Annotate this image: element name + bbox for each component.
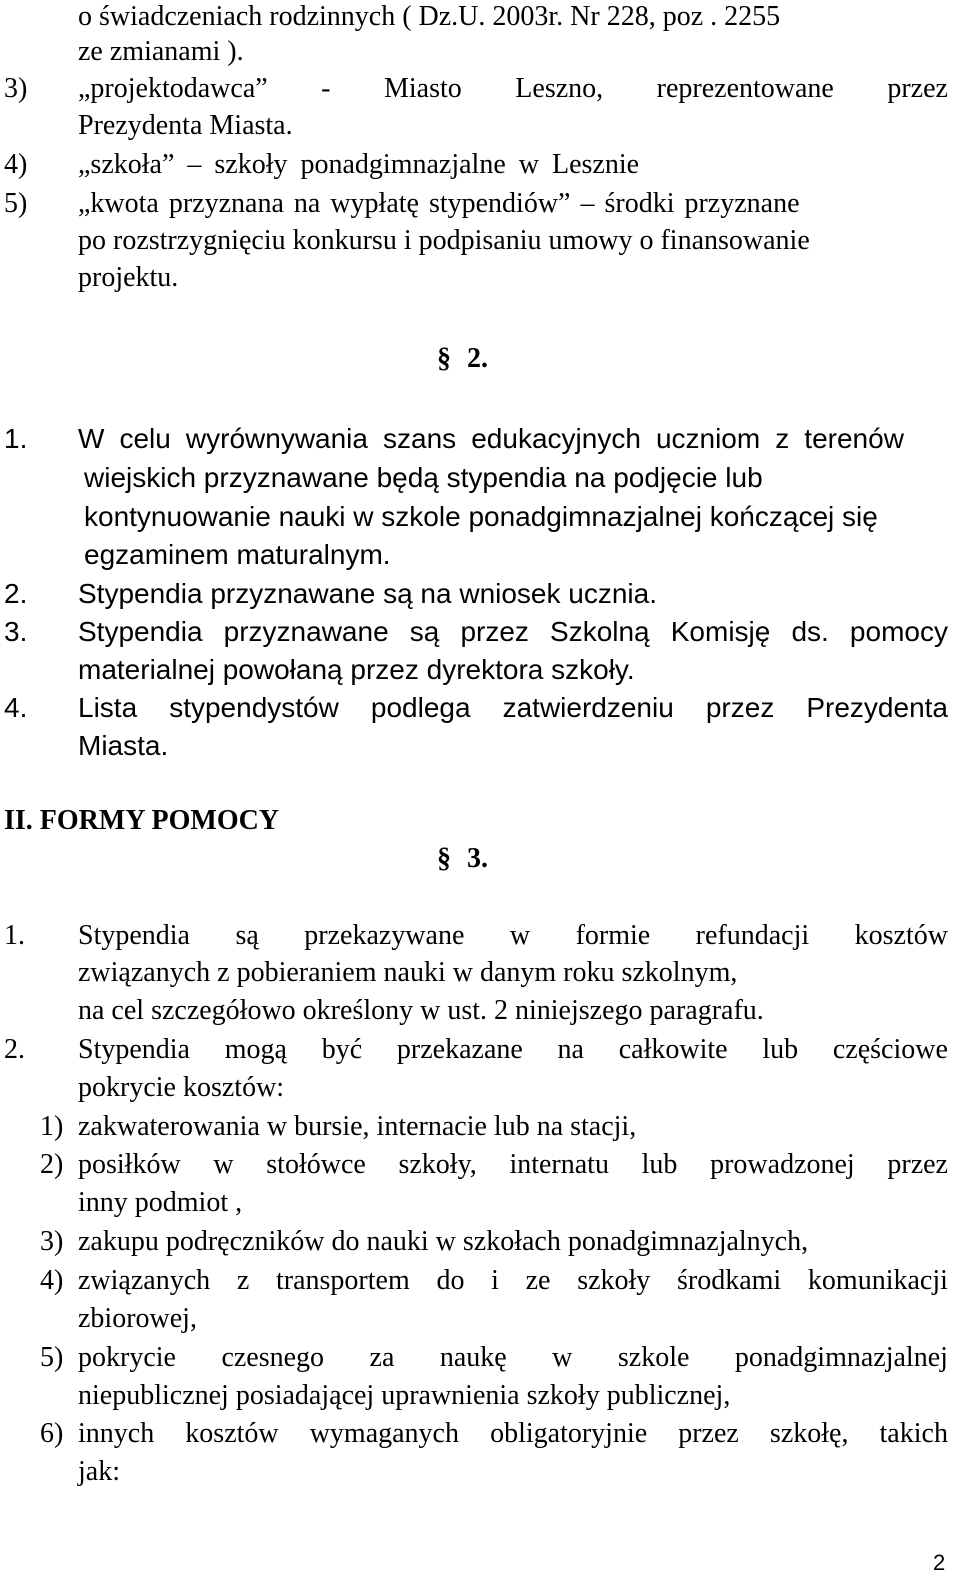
word: przyznawane xyxy=(223,616,389,647)
word: zatwierdzeniu xyxy=(502,692,674,723)
word: W xyxy=(78,423,105,454)
word: ponadgimnazjalnej xyxy=(734,1342,948,1373)
word: „projektodawca” xyxy=(78,73,268,104)
list-number: 2. xyxy=(4,1034,25,1065)
chapter-heading: II. FORMY POMOCY xyxy=(4,805,280,836)
list-number: 6) xyxy=(40,1418,64,1449)
list-number: 5) xyxy=(40,1342,64,1373)
list-item xyxy=(78,1339,948,1377)
definition-4: „szkoła” – szkoły ponadgimnazjalne w Lesznie xyxy=(78,149,640,180)
word: przekazywane xyxy=(304,920,465,951)
word: wymaganych xyxy=(309,1418,459,1449)
list-item xyxy=(78,1146,948,1184)
word: naukę xyxy=(439,1342,507,1373)
word: - xyxy=(321,73,331,104)
page-number: 2 xyxy=(933,1550,946,1575)
list-number: 1. xyxy=(4,920,25,951)
word: być xyxy=(321,1034,363,1065)
paragraph-3 xyxy=(78,613,948,651)
word: Stypendia xyxy=(78,1034,190,1065)
section-number: 3. xyxy=(467,843,488,874)
word: pomocy xyxy=(849,616,948,647)
word: podlega xyxy=(370,692,471,723)
word: lub xyxy=(641,1149,678,1180)
text-line: Prezydenta Miasta. xyxy=(78,110,293,141)
word: w xyxy=(213,1149,234,1180)
word: związanych xyxy=(78,1265,211,1296)
word: Stypendia xyxy=(78,616,203,647)
paragraph-1 xyxy=(78,420,904,458)
word: przez xyxy=(460,616,529,647)
word: Komisję xyxy=(670,616,771,647)
section-number: 2. xyxy=(467,343,488,374)
list-number: 4) xyxy=(40,1265,64,1296)
word: na xyxy=(557,1034,584,1065)
list-item: zakupu podręczników do nauki w szkołach ponadgimnazjalnych, xyxy=(78,1226,809,1257)
word: komunikacji xyxy=(807,1265,948,1296)
text-line: jak: xyxy=(78,1456,120,1487)
text-line: na cel szczegółowo określony w ust. 2 niniejszego paragrafu. xyxy=(78,995,764,1026)
paragraph-4 xyxy=(78,689,948,727)
list-item xyxy=(78,1415,948,1453)
word: szkoły, xyxy=(398,1149,477,1180)
word: Lista xyxy=(78,692,138,723)
text-line: po rozstrzygnięciu konkursu i podpisaniu umowy o finansowanie xyxy=(78,225,810,256)
word: Prezydenta xyxy=(806,692,948,723)
word: reprezentowane xyxy=(656,73,834,104)
word: do xyxy=(436,1265,465,1296)
word: przez xyxy=(887,1149,948,1180)
text-line: związanych z pobieraniem nauki w danym roku szkolnym, xyxy=(78,957,738,988)
paragraph-2: Stypendia przyznawane są na wniosek ucznia. xyxy=(78,578,658,609)
word: całkowite xyxy=(618,1034,728,1065)
list-number: 4. xyxy=(4,692,28,723)
text-line: o świadczeniach rodzinnych ( Dz.U. 2003r. Nr 228, poz . 2255 xyxy=(78,1,781,32)
word: edukacyjnych xyxy=(471,423,641,454)
text-line: inny podmiot , xyxy=(78,1187,243,1218)
list-number: 1. xyxy=(4,423,28,454)
word: lub xyxy=(762,1034,799,1065)
text-line: materialnej powołaną przez dyrektora szkoły. xyxy=(78,654,635,685)
section-heading xyxy=(437,340,488,378)
word: są xyxy=(409,616,440,647)
word: ds. xyxy=(791,616,829,647)
word: Stypendia xyxy=(78,920,190,951)
word: Leszno, xyxy=(515,73,604,104)
word: terenów xyxy=(804,423,904,454)
text-line: projektu. xyxy=(78,262,179,293)
word: szkole xyxy=(617,1342,690,1373)
text-line: wiejskich przyznawane będą stypendia na podjęcie lub xyxy=(84,462,763,493)
text-line: niepublicznej posiadającej uprawnienia szkoły publicznej, xyxy=(78,1380,731,1411)
word: ze xyxy=(525,1265,551,1296)
word: szans xyxy=(383,423,457,454)
word: kosztów xyxy=(185,1418,279,1449)
word: z xyxy=(775,423,790,454)
word: za xyxy=(369,1342,395,1373)
word: przez xyxy=(887,73,948,104)
word: przekazane xyxy=(396,1034,523,1065)
text-line: zbiorowej, xyxy=(78,1303,197,1334)
paragraph-1 xyxy=(78,917,948,955)
list-number: 1) xyxy=(40,1111,64,1142)
word: refundacji xyxy=(695,920,810,951)
word: pokrycie xyxy=(78,1342,176,1373)
text-line: ze zmianami ). xyxy=(78,36,244,67)
definition-5: „kwota przyznana na wypłatę stypendiów” – środki przyznane xyxy=(78,188,800,219)
word: wyrównywania xyxy=(185,423,368,454)
list-item xyxy=(78,1262,948,1300)
word: internatu xyxy=(509,1149,609,1180)
list-item: zakwaterowania w bursie, internacie lub na stacji, xyxy=(78,1111,637,1142)
word: innych xyxy=(78,1418,155,1449)
word: przez xyxy=(705,692,775,723)
section-symbol: § xyxy=(437,843,451,874)
list-number: 2. xyxy=(4,578,28,609)
word: uczniom xyxy=(655,423,761,454)
word: środkami xyxy=(677,1265,782,1296)
word: czesnego xyxy=(221,1342,325,1373)
word: formie xyxy=(575,920,651,951)
word: w xyxy=(552,1342,573,1373)
word: mogą xyxy=(224,1034,287,1065)
paragraph-2 xyxy=(78,1031,948,1069)
list-number: 3) xyxy=(40,1226,64,1257)
word: takich xyxy=(879,1418,948,1449)
text-line: egzaminem maturalnym. xyxy=(84,539,391,570)
word: z xyxy=(236,1265,250,1296)
word: przez xyxy=(678,1418,739,1449)
word: celu xyxy=(119,423,171,454)
text-line: Miasta. xyxy=(78,730,169,761)
word: posiłków xyxy=(78,1149,181,1180)
word: Miasto xyxy=(384,73,462,104)
list-number: 5) xyxy=(4,188,28,219)
section-heading xyxy=(437,840,488,878)
word: szkoły xyxy=(577,1265,651,1296)
word: są xyxy=(235,920,259,951)
definition-3 xyxy=(78,70,948,108)
word: stypendystów xyxy=(169,692,339,723)
word: kosztów xyxy=(854,920,948,951)
word: Szkolną xyxy=(550,616,650,647)
word: częściowe xyxy=(832,1034,948,1065)
section-symbol: § xyxy=(437,343,451,374)
text-line: kontynuowanie nauki w szkole ponadgimnazjalnej kończącej się xyxy=(84,501,878,532)
word: transportem xyxy=(275,1265,410,1296)
text-line: pokrycie kosztów: xyxy=(78,1072,285,1103)
list-number: 4) xyxy=(4,149,28,180)
word: szkołę, xyxy=(769,1418,849,1449)
list-number: 2) xyxy=(40,1149,64,1180)
word: i xyxy=(491,1265,499,1296)
word: stołówce xyxy=(266,1149,366,1180)
word: obligatoryjnie xyxy=(490,1418,648,1449)
list-number: 3. xyxy=(4,616,28,647)
list-number: 3) xyxy=(4,73,28,104)
word: w xyxy=(509,920,531,951)
word: prowadzonej xyxy=(710,1149,855,1180)
